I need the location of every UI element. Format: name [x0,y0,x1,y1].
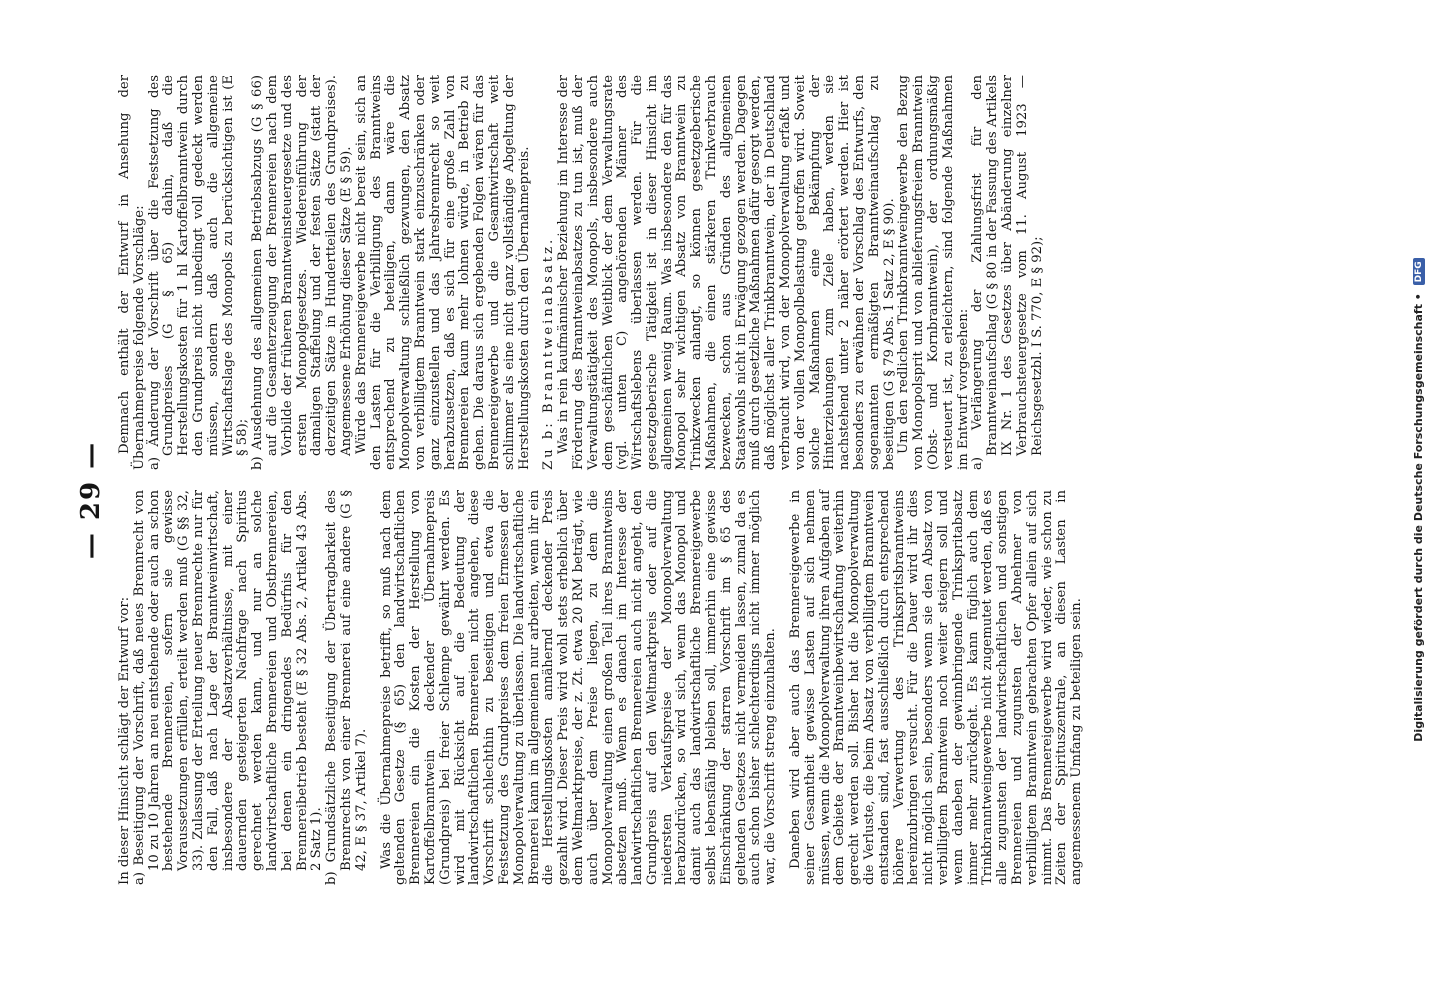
left-column [118,490,1085,885]
dfg-logo: DFG [1413,258,1425,285]
left-item-b: b) Grundsätzliche Beseitigung der Übertragbarkeit des Brennrechts von einer Brennerei auf eine andere (G § 42, E § 37, Artikel 7). [324,490,369,885]
left-intro: In dieser Hinsicht schlägt der Entwurf vor: [117,596,132,885]
right-measures-list [971,75,1045,470]
right-intro: Demnach enthält der Entwurf in Ansehung der Übernahmepreise folgende Vorschläge: [117,75,147,470]
left-item-a: a) Beseitigung der Vorschrift, daß neues Brennrecht von 10 zu 10 Jahren an neu entstehende oder auch an schon bestehende Brennereien, sofern sie gewisse Voraussetzungen erfüllen, erteilt werden muß (G §§ 32, 33). Zulassung der Erteilung neuer Brennrechte nur für den Fall, daß nach Lage der Branntweinwirtschaft, insbesondere der Absatzverhältnisse, mit einer dauernden gesteigerten Nachfrage nach Spiritus gerechnet werden kann, und nur an solche landwirtschaftliche Brennereien und Obstbrennereien, bei denen ein dringendes Bedürfnis für den Brennereibetrieb besteht (E § 32 Abs. 2, Artikel 43 Abs. 2 Satz 1). [131,490,325,885]
section-heading-b: Zu b: Branntweinabsatz. [541,236,557,470]
left-proposal-list [133,490,370,885]
digitization-credit [1412,0,1432,1000]
right-column [118,75,1045,470]
left-paragraph-1: Was die Übernahmepreise betrifft, so muß nach dem geltenden Gesetze (§ 65) den landwirtschaftlichen Brennereien ein die Kosten der Herstellung von Kartoffelbranntwein deckender Übernahmepreis (Grundpreis) bei freier Schlempe gewährt werden. Es wird mit Rücksicht auf die Bedeutung der landwirtschaftlichen Brennereien nicht angehen, diese Vorschrift schlechthin zu beseitigen und etwa die Festsetzung des Grundpreises dem freien Ermessen der Monopolverwaltung zu überlassen. Die landwirtschaftliche Brennerei kann im allgemeinen nur arbeiten, wenn ihr ein die Herstellungskosten annähernd deckender Preis gezahlt wird. Dieser Preis wird wohl stets erheblich über dem Weltmarktpreise, der z. Zt. etwa 20 RM beträgt, wie auch über dem Preise liegen, zu dem die Monopolverwaltung einen großen Teil ihres Branntweins absetzen muß. Wenn es danach im Interesse der landwirtschaftlichen Brennereien auch nicht angeht, den Grundpreis auf den Weltmarktpreis oder auf die niedersten Verkaufspreise der Monopolverwaltung herabzudrücken, so wird sich, wenn das Monopol und damit auch das landwirtschaftliche Brennereigewerbe selbst lebensfähig bleiben soll, immerhin eine gewisse Einschränkung der starren Vorschrift im § 65 des geltenden Gesetzes nicht vermeiden lassen, zumal da es auch schon bisher schlechterdings nicht immer möglich war, die Vorschrift streng einzuhalten. [378,489,779,885]
right-paragraph-1: Würde das Brennereigewerbe nicht bereit sein, sich an den Lasten für die Verbilligung des Branntweins entsprechend zu beteiligen, dann wäre die Monopolverwaltung schließlich gezwungen, den Absatz von verbilligtem Branntwein stark einzuschränken oder ganz einzustellen und das Jahresbrennrecht so weit herabzusetzen, daß es sich für eine große Zahl von Brennereien kaum mehr lohnen würde, in Betrieb zu gehen. Die daraus sich ergebenden Folgen wären für das Brennereigewerbe und die Gesamtwirtschaft weit schlimmer als eine nicht ganz vollständige Abgeltung der Herstellungskosten durch den Übernahmepreis. [353,75,532,470]
right-paragraph-2: Was in rein kaufmännischer Beziehung im Interesse der Förderung des Branntweinabsatzes zu tun ist, muß der Verwaltungstätigkeit des Monopols, insbesondere auch dem geschäftlichen Weitblick der dem Verwaltungsrate (vgl. unten C) angehörenden Männer des Wirtschaftslebens überlassen werden. Für die gesetzgeberische Tätigkeit ist in dieser Hinsicht im allgemeinen wenig Raum. Was insbesondere den für das Monopol sehr wichtigen Absatz von Branntwein zu Trinkzwecken anlangt, so können gesetzgeberische Maßnahmen, die einen stärkeren Trinkverbrauch bezwecken, schon aus Gründen des allgemeinen Staatswohls nicht in Erwägung gezogen werden. Dagegen muß durch gesetzliche Maßnahmen dafür gesorgt werden, daß möglichst aller Trinkbranntwein, der in Deutschland verbraucht wird, von der Monopolverwaltung erfaßt und von der vollen Monopolbelastung getroffen wird. Soweit solche Maßnahmen eine Bekämpfung der Hinterziehungen zum Ziele haben, werden sie nachstehend unter 2 näher erörtert werden. Hier ist besonders zu erwähnen der Vorschlag des Entwurfs, den sogenannten ermäßigten Branntweinaufschlag zu beseitigen (G § 79 Abs. 1 Satz 2, E § 90). [556,75,897,470]
left-paragraph-2: Daneben wird aber auch das Brennereigewerbe in seiner Gesamtheit gewisse Lasten auf sich nehmen müssen, wenn die Monopolverwaltung ihren Aufgaben auf dem Gebiete der Branntweinbewirtschaftung weiterhin gerecht werden soll. Bisher hat die Monopolverwaltung die Verluste, die beim Absatz von verbilligtem Branntwein entstanden sind, fast ausschließlich durch entsprechend höhere Verwertung des Trinkspritsbranntweins hereinzubringen versucht. Für die Dauer wird ihr dies nicht möglich sein, besonders wenn sie den Absatz von verbilligtem Branntwein noch weiter steigern soll und wenn daneben der gewinnbringende Trinkspritabsatz immer mehr zurückgeht. Es kann füglich auch dem Trinkbranntweingewerbe nicht zugemutet werden, daß es alle zugunsten der landwirtschaftlichen und sonstigen Brennereien und zugunsten der Abnehmer von verbilligtem Branntwein gebrachten Opfer allein auf sich nimmt. Das Brennereigewerbe wird wieder, wie schon zu Zeiten der Spirituszentrale, an diesen Lasten in angemessenem Umfang zu beteiligen sein. [788,490,1085,885]
right-proposal-list [148,75,355,470]
right-paragraph-3: Um den redlichen Trinkbranntweingewerbe den Bezug von Monopolsprit und von ablieferungsfreiem Branntwein (Obst- und Kornbranntwein), der ordnungsmäßig versteuert ist, zu erleichtern, sind folgende Maßnahmen im Entwurf vorgesehen: [896,75,971,470]
page-number: — 29 — [76,440,106,560]
right-item-b: b) Ausdehnung des allgemeinen Betriebsabzugs (G § 66) auf die Gesamterzeugung der Brennereien nach dem Vorbilde der früheren Branntweinsteuergesetze und des ersten Monopolgesetzes. Wiedereinführung der damaligen Staffelung und der festen Sätze (statt der derzeitigen Sätze in Hundertteilen des Grundpreises). Angemessene Erhöhung dieser Sätze (E § 59). [250,75,354,470]
credit-text: Digitalisierung gefördert durch die Deutsche Forschungsgemeinschaft • [1412,293,1425,742]
right-item-a: a) Änderung der Vorschrift über die Festsetzung des Grundpreises (G § 65) dahin, daß die Herstellungskosten für 1 hl Kartoffelbranntwein durch den Grundpreis nicht unbedingt voll gedeckt werden müssen, sondern daß auch die allgemeine Wirtschaftslage des Monopols zu berücksichtigen ist (E § 58); [146,75,251,470]
right-item-a2: a) Verlängerung der Zahlungsfrist für den Branntweinaufschlag (G § 80 in der Fassung des Artikels IX Nr. 1 des Gesetzes über Abänderung einzelner Verbrauchsteuergesetze vom 11. August 1923 — Reichsgesetzbl. I S. 770, E § 92); [970,75,1045,470]
